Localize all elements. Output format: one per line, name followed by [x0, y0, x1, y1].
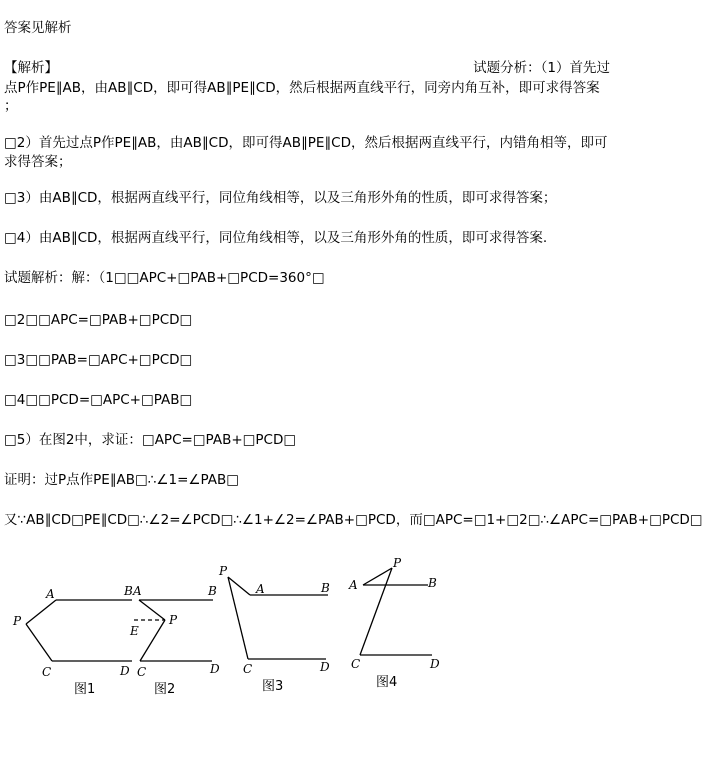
fig1-label-d: D — [120, 664, 130, 678]
fig2-caption: 图2 — [154, 682, 176, 697]
analysis-line-2b: 求得答案； — [4, 154, 72, 170]
fig1-label-c: C — [42, 665, 52, 679]
fig3-caption: 图3 — [262, 679, 284, 694]
fig4-label-d: D — [430, 657, 440, 671]
fig3-label-p: P — [219, 564, 228, 578]
figure-4 — [360, 568, 432, 655]
solution-line-2: □2□□APC=□PAB+□PCD□ — [4, 312, 193, 328]
fig4-label-c: C — [351, 657, 361, 671]
answer-heading: 答案见解析 — [4, 20, 72, 36]
fig4-label-b: B — [428, 576, 437, 590]
fig4-caption: 图4 — [376, 675, 398, 690]
fig3-label-d: D — [320, 660, 330, 674]
fig2-label-e: E — [130, 624, 139, 638]
fig2-label-a: A — [133, 584, 142, 598]
analysis-intro: 试题分析：（1）首先过 — [473, 60, 610, 76]
analysis-line-1b: ； — [4, 98, 18, 114]
figure-3 — [228, 577, 328, 659]
fig4-label-p: P — [393, 556, 402, 570]
solution-line-4: □4□□PCD=□APC+□PAB□ — [4, 392, 193, 408]
fig3-label-c: C — [243, 662, 253, 676]
fig2-label-d: D — [210, 662, 220, 676]
fig3-label-a: A — [256, 582, 265, 596]
fig1-label-b: B — [124, 584, 133, 598]
figure-2 — [134, 600, 213, 661]
fig1-label-a: A — [46, 587, 55, 601]
fig2-label-c: C — [137, 665, 147, 679]
analysis-line-1: 点P作PE∥AB，由AB∥CD，即可得AB∥PE∥CD，然后根据两直线平行，同旁内角互补，即可求得答案 — [4, 80, 600, 96]
solution-line-3: □3□□PAB=□APC+□PCD□ — [4, 352, 193, 368]
fig1-caption: 图1 — [74, 682, 96, 697]
fig3-label-b: B — [321, 581, 330, 595]
solution-line-1: 试题解析：解：（1□□APC+□PAB+□PCD=360°□ — [4, 270, 325, 286]
geometry-figures — [0, 555, 630, 715]
fig2-label-b: B — [208, 584, 217, 598]
fig1-label-p: P — [13, 614, 22, 628]
fig2-label-p: P — [169, 613, 178, 627]
solution-line-5: □5）在图2中，求证：□APC=□PAB+□PCD□ — [4, 432, 297, 448]
proof-line-1: 证明：过P点作PE∥AB□∴∠1=∠PAB□ — [4, 472, 240, 488]
analysis-line-2: □2）首先过点P作PE∥AB，由AB∥CD，即可得AB∥PE∥CD，然后根据两直线平行，内错角相等，即可 — [4, 135, 608, 151]
fig4-label-a: A — [349, 578, 358, 592]
analysis-line-3: □3）由AB∥CD，根据两直线平行，同位角线相等，以及三角形外角的性质，即可求得答案； — [4, 190, 557, 206]
proof-line-2: 又∵AB∥CD□PE∥CD□∴∠2=∠PCD□∴∠1+∠2=∠PAB+□PCD，而□APC=□1+□2□∴∠APC=□PAB+□PCD□ — [4, 512, 703, 528]
figure-1 — [26, 600, 132, 661]
analysis-label: 【解析】 — [4, 60, 58, 76]
analysis-line-4: □4）由AB∥CD，根据两直线平行，同位角线相等，以及三角形外角的性质，即可求得答案. — [4, 230, 548, 246]
